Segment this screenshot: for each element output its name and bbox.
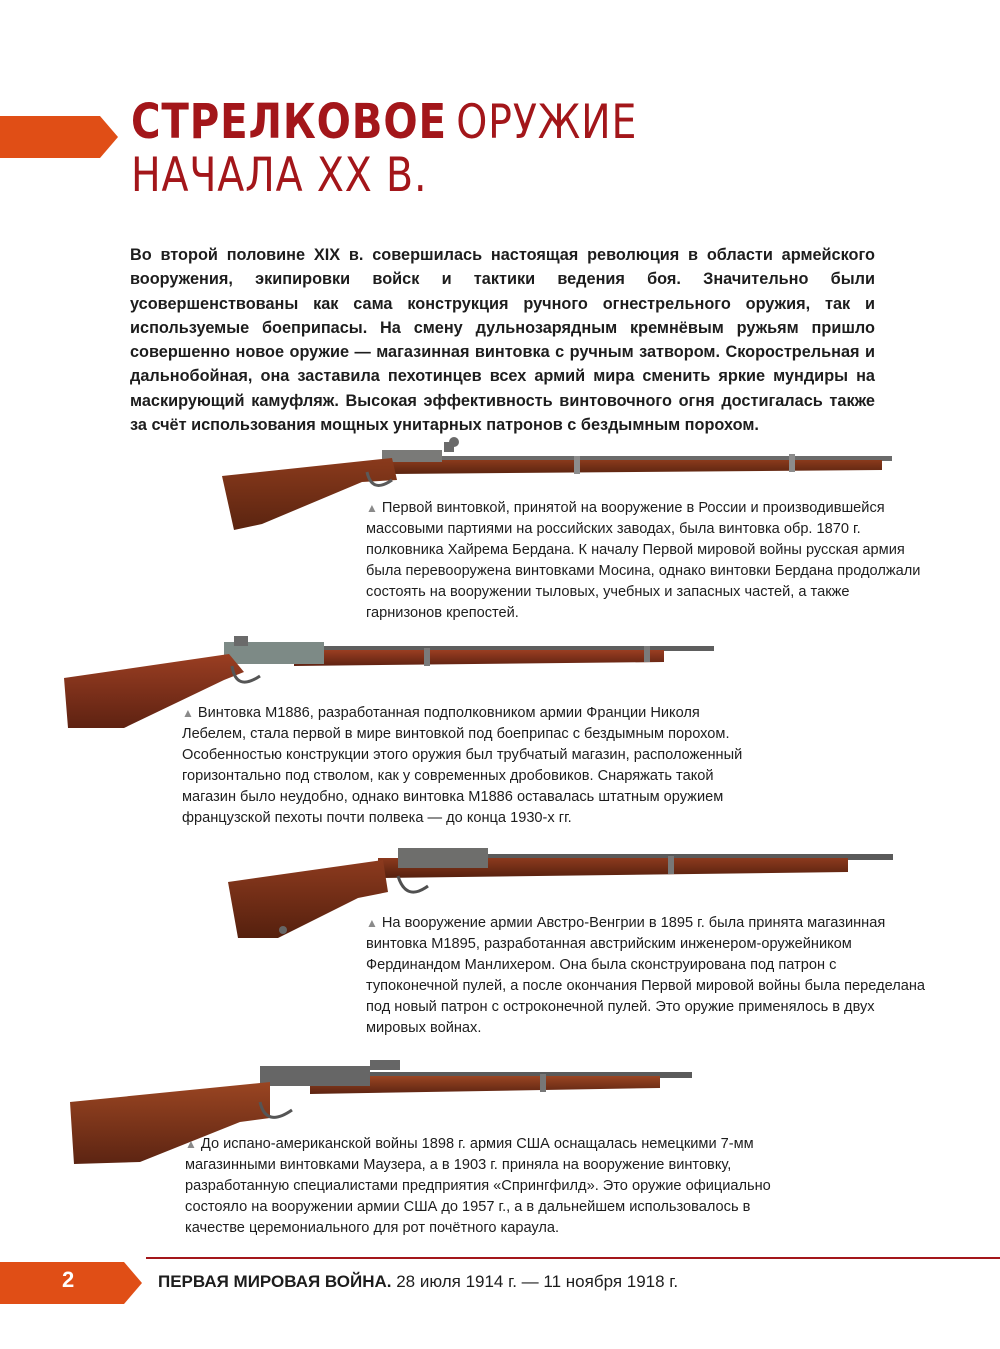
caption-text: До испано-американской войны 1898 г. армия США оснащалась немецкими 7-мм магазинными винтовками Маузера, а в 1903 г. приняла на вооружение винтовку, разработанную специалистами предприятия «Спрингфилд». Это оружие официально состояло на вооружении армии США до 1957 г., а в дальнейшем использовалось в качестве церемониального для рот почётного караула.	[185, 1136, 771, 1236]
triangle-up-icon: ▲	[182, 706, 194, 720]
triangle-up-icon: ▲	[366, 501, 378, 515]
page-title	[131, 96, 637, 202]
caption-text: Винтовка M1886, разработанная подполковником армии Франции Николя Лебелем, стала первой в мире винтовкой под боеприпас с бездымным порохом. Особенностью конструкции этого оружия был трубчатый магазин, расположенный горизонтально под стволом, как у современных дробовиков. Снаряжать такой магазин было неудобно, однако винтовка M1886 оставалась штатным оружием французской пехоты почти полвека — до конца 1930-х гг.	[182, 705, 743, 826]
rifle-caption-lebel	[182, 703, 762, 829]
intro-paragraph: Во второй половине XIX в. совершилась настоящая революция в области армейского вооружения, экипировки войск и тактики ведения боя. Значительно были усовершенствованы как сама конструкция ручного огнестрельного оружия, так и используемые боеприпасы. На смену дульнозарядным кремнёвым ружьям пришло совершенно новое оружие — магазинная винтовка с ручным затвором. Скорострельная и дальнобойная, она заставила пехотинцев всех армий мира сменить яркие мундиры на маскирующий камуфляж. Высокая эффективность винтовочного огня достигалась также за счёт использования мощных унитарных патронов с бездымным порохом.	[130, 246, 875, 435]
title-bold: СТРЕЛКОВОЕ	[131, 94, 447, 150]
page-number: 2	[62, 1267, 75, 1292]
rifle-caption-mannlicher	[366, 913, 926, 1039]
header-arrow-banner	[0, 116, 118, 158]
triangle-up-icon: ▲	[185, 1137, 197, 1151]
footer-title-bold: ПЕРВАЯ МИРОВАЯ ВОЙНА.	[158, 1272, 392, 1291]
triangle-up-icon: ▲	[366, 916, 378, 930]
footer-dates: 28 июля 1914 г. — 11 ноября 1918 г.	[396, 1272, 679, 1291]
title-line2: НАЧАЛА XX В.	[131, 147, 428, 203]
caption-text: На вооружение армии Австро-Венгрии в 1895 г. была принята магазинная винтовка M1895, разработанная австрийским инженером-оружейником Фердинандом Манлихером. Она была сконструирована под патрон с тупоконечной пулей, а после окончания Первой мировой войны была переделана под новый патрон с остроконечной пулей. Это оружие применялось в двух мировых войнах.	[366, 915, 926, 1036]
footer-divider	[146, 1257, 1000, 1259]
footer-running-title	[158, 1272, 678, 1292]
caption-text: Первой винтовкой, принятой на вооружение в России и производившейся массовыми партиями на российских заводах, была винтовка обр. 1870 г. полковника Хайрема Бердана. К началу Первой мировой войны русская армия была перевооружена винтовками Мосина, однако винтовки Бердана продолжали состоять на вооружении тыловых, учебных и запасных частей, а также гарнизонов крепостей.	[366, 500, 921, 621]
rifle-caption-springfield	[185, 1134, 785, 1239]
title-light: ОРУЖИЕ	[456, 95, 638, 150]
rifle-caption-berdan	[366, 498, 926, 624]
